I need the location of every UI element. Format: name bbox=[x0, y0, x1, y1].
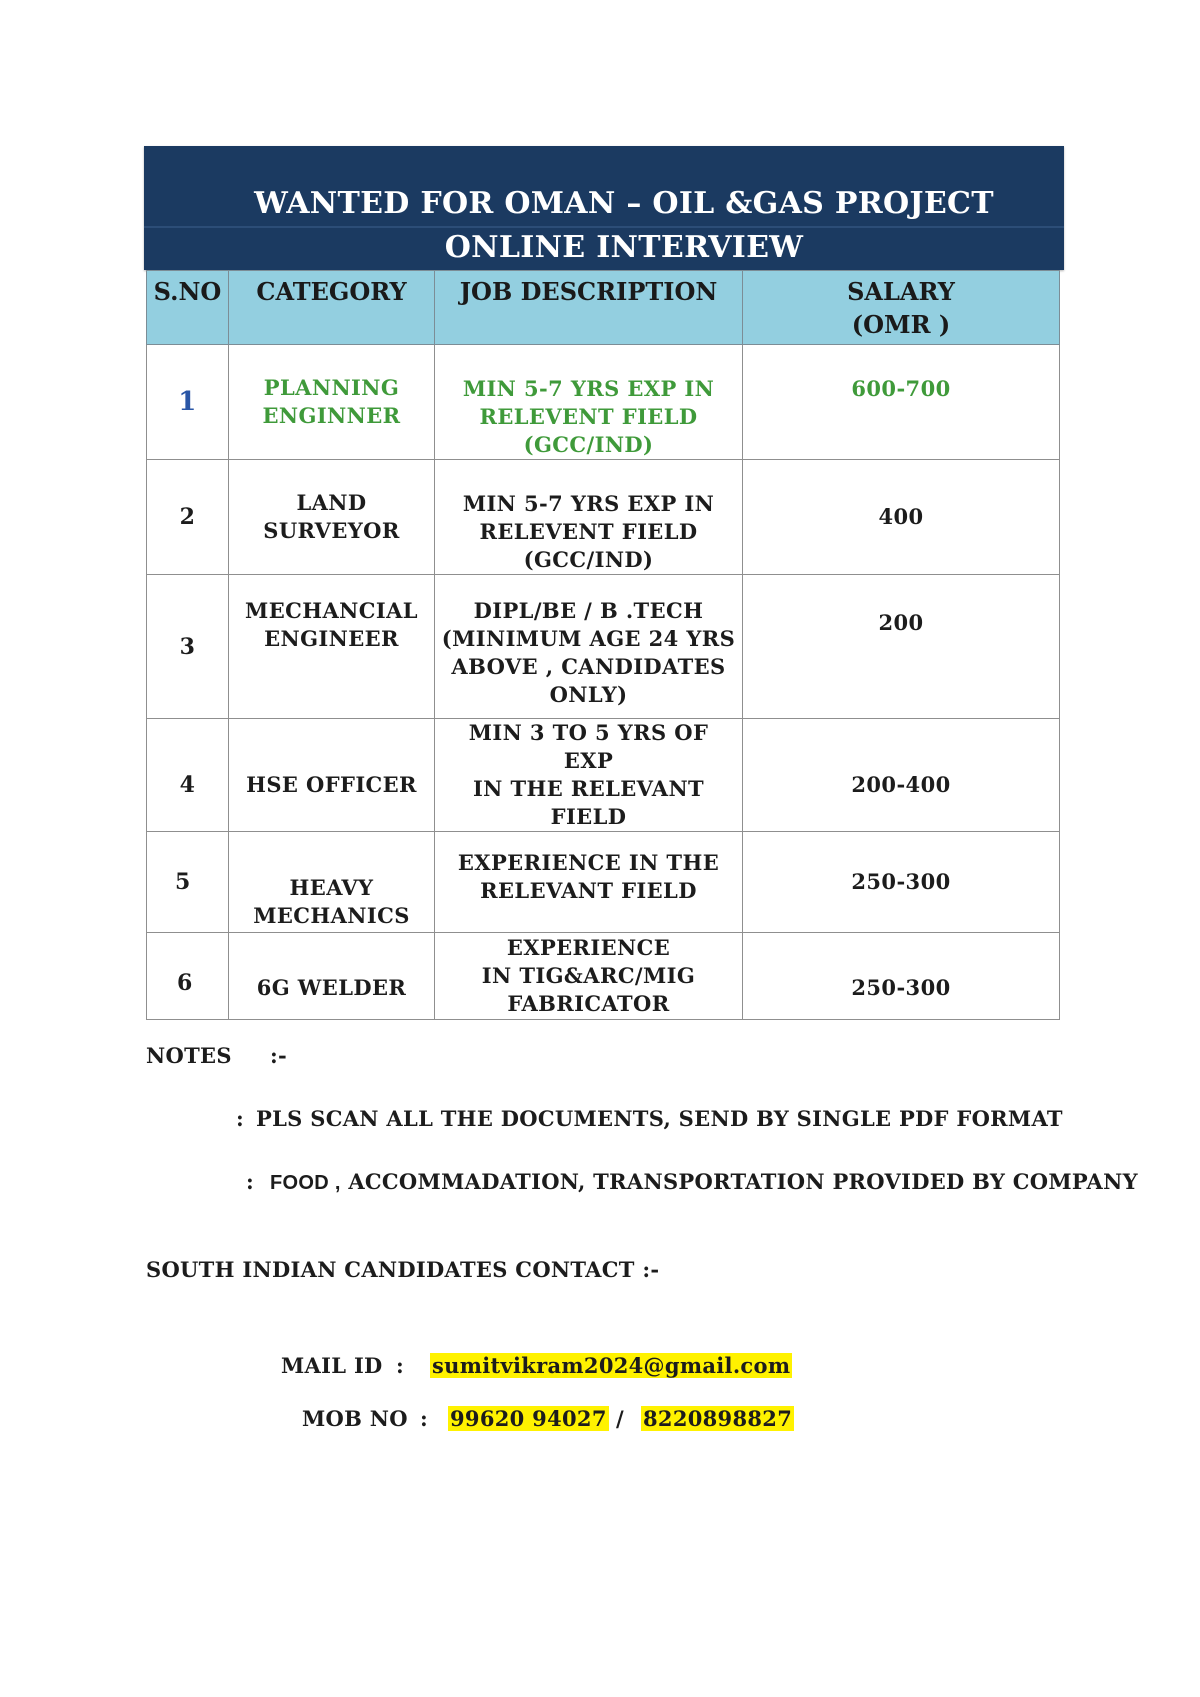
row-category bbox=[229, 832, 435, 933]
row-salary: 400 bbox=[743, 460, 1060, 575]
table-row bbox=[147, 345, 1060, 460]
row-description bbox=[435, 345, 743, 460]
row-salary: 200-400 bbox=[743, 719, 1060, 832]
description-line: IN THE RELEVANT FIELD bbox=[472, 776, 705, 829]
note-2-colon: : bbox=[246, 1169, 255, 1194]
banner-subtitle: ONLINE INTERVIEW bbox=[444, 230, 804, 265]
mail-label: MAIL ID bbox=[281, 1353, 383, 1378]
description-line: RELEVENT FIELD bbox=[479, 519, 698, 544]
row-category bbox=[229, 575, 435, 719]
description-line: DIPL/BE / B .TECH bbox=[473, 598, 704, 623]
header-category: CATEGORY bbox=[229, 271, 435, 345]
description-line: MIN 5-7 YRS EXP IN bbox=[462, 491, 715, 516]
mob-label: MOB NO bbox=[302, 1406, 408, 1431]
row-description bbox=[435, 933, 743, 1020]
banner-title: WANTED FOR OMAN – OIL &GAS PROJECT bbox=[254, 186, 994, 221]
row-sno: 3 bbox=[147, 575, 229, 719]
table-row bbox=[147, 575, 1060, 719]
phone-number-1-text[interactable]: 99620 94027 bbox=[450, 1406, 607, 1431]
mob-colon: : bbox=[420, 1406, 429, 1431]
description-line: ABOVE , CANDIDATES bbox=[451, 654, 726, 679]
jobs-table bbox=[146, 270, 1060, 1020]
description-line: RELEVENT FIELD bbox=[479, 404, 698, 429]
row-description bbox=[435, 719, 743, 832]
row-salary: 250-300 bbox=[743, 933, 1060, 1020]
description-line: EXPERIENCE IN THE bbox=[457, 850, 720, 875]
row-salary: 600-700 bbox=[743, 345, 1060, 460]
notes-separator: :- bbox=[270, 1043, 288, 1068]
category-line: MECHANCIAL bbox=[245, 598, 418, 623]
mail-address-text[interactable]: sumitvikram2024@gmail.com bbox=[432, 1353, 791, 1378]
banner-divider bbox=[144, 226, 1064, 228]
table-row bbox=[147, 933, 1060, 1020]
row-salary: 250-300 bbox=[743, 832, 1060, 933]
mail-colon: : bbox=[396, 1353, 405, 1378]
description-line: IN TIG&ARC/MIG bbox=[481, 963, 696, 988]
note-2-text: ACCOMMADATION, TRANSPORTATION PROVIDED BY COMPANY bbox=[348, 1169, 1138, 1194]
description-line: FABRICATOR bbox=[507, 991, 670, 1016]
phone-number-1[interactable] bbox=[448, 1406, 609, 1431]
category-line: ENGINEER bbox=[264, 626, 399, 651]
contact-heading: SOUTH INDIAN CANDIDATES CONTACT :- bbox=[146, 1257, 660, 1282]
row-sno: 6 bbox=[147, 933, 229, 1020]
description-line: ONLY) bbox=[549, 682, 628, 707]
category-line: LAND bbox=[296, 490, 367, 515]
description-line: MIN 3 TO 5 YRS OF EXP bbox=[468, 720, 709, 773]
header-salary bbox=[743, 271, 1060, 345]
note-2-food: FOOD , bbox=[270, 1172, 341, 1194]
note-1-colon: : bbox=[236, 1106, 245, 1131]
description-line: EXPERIENCE bbox=[506, 935, 671, 960]
category-line: PLANNING bbox=[263, 375, 400, 400]
header-sno: S.NO bbox=[147, 271, 229, 345]
description-line: MIN 5-7 YRS EXP IN bbox=[462, 376, 715, 401]
category-line: MECHANICS bbox=[253, 903, 410, 928]
description-line: (GCC/IND) bbox=[523, 547, 654, 572]
title-banner bbox=[144, 146, 1064, 270]
note-1-text: PLS SCAN ALL THE DOCUMENTS, SEND BY SINGLE PDF FORMAT bbox=[256, 1106, 1063, 1131]
category-line: SURVEYOR bbox=[263, 518, 400, 543]
row-description bbox=[435, 832, 743, 933]
description-line: (GCC/IND) bbox=[523, 432, 654, 457]
mail-address[interactable] bbox=[430, 1353, 792, 1378]
phone-number-2[interactable] bbox=[641, 1406, 794, 1431]
category-line: HEAVY bbox=[289, 875, 374, 900]
notes-label: NOTES bbox=[146, 1043, 232, 1068]
row-sno: 1 bbox=[147, 345, 229, 460]
description-line: (MINIMUM AGE 24 YRS bbox=[441, 626, 736, 651]
row-sno: 4 bbox=[147, 719, 229, 832]
header-description: JOB DESCRIPTION bbox=[435, 271, 743, 345]
phone-number-2-text[interactable]: 8220898827 bbox=[643, 1406, 793, 1431]
table-row bbox=[147, 460, 1060, 575]
description-line: RELEVANT FIELD bbox=[480, 878, 697, 903]
row-category bbox=[229, 460, 435, 575]
table-row bbox=[147, 719, 1060, 832]
row-category bbox=[229, 345, 435, 460]
row-salary: 200 bbox=[743, 575, 1060, 719]
row-category: HSE OFFICER bbox=[229, 719, 435, 832]
row-sno: 2 bbox=[147, 460, 229, 575]
table-header-row bbox=[147, 271, 1060, 345]
category-line: ENGINNER bbox=[262, 403, 401, 428]
row-description bbox=[435, 460, 743, 575]
row-description bbox=[435, 575, 743, 719]
phone-separator: / bbox=[616, 1406, 624, 1431]
table-row bbox=[147, 832, 1060, 933]
row-category: 6G WELDER bbox=[229, 933, 435, 1020]
note-2 bbox=[270, 1169, 1138, 1195]
header-salary-line2: (OMR ) bbox=[851, 310, 951, 339]
header-salary-line1: SALARY bbox=[847, 277, 955, 306]
row-sno: 5 bbox=[147, 832, 229, 933]
